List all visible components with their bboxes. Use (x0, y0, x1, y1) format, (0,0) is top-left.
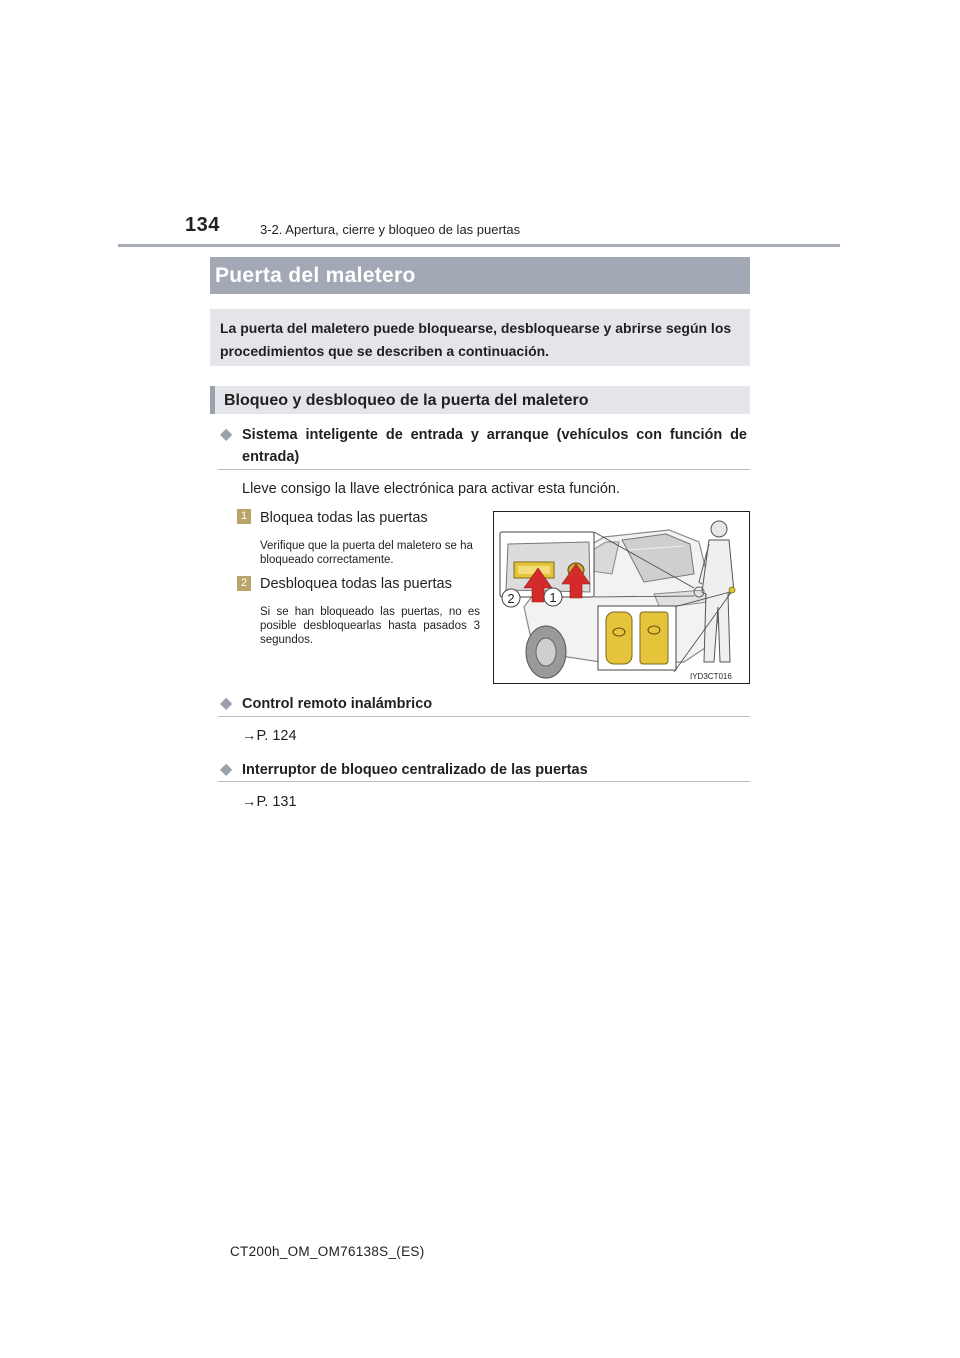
chapter-title: 3-2. Apertura, cierre y bloqueo de las puertas (260, 222, 521, 237)
footer-doc-id: CT200h_OM_OM76138S_(ES) (230, 1244, 425, 1259)
diamond-bullet-icon: ◆ (220, 695, 233, 712)
page-number: 134 (185, 214, 220, 236)
item-ref-remote: →P. 124 (242, 728, 297, 744)
step-badge-1: 1 (237, 509, 251, 524)
car-illustration (494, 512, 749, 683)
item-rule (218, 716, 750, 717)
step-title-2: Desbloquea todas las puertas (260, 576, 452, 592)
section-title: Puerta del maletero (210, 257, 750, 294)
subsection-title (210, 386, 750, 414)
item-rule (218, 781, 750, 782)
subsection-bar (210, 386, 215, 414)
item-heading-remote: Control remoto inalámbrico (242, 696, 433, 712)
diamond-bullet-icon: ◆ (220, 426, 233, 443)
item-heading-central-lock: Interruptor de bloqueo centralizado de las puertas (242, 762, 588, 778)
item-text-smart-entry: Lleve consigo la llave electrónica para activar esta función. (242, 481, 621, 497)
callout-1: 1 (549, 590, 557, 605)
step-badge-2: 2 (237, 576, 251, 591)
callout-2: 2 (507, 591, 515, 606)
item-rule (218, 469, 750, 470)
step-note-2: Si se han bloqueado las puertas, no es posible desbloquearlas hasta pasados 3 segundos. (260, 606, 480, 646)
figure-trunk-illustration (493, 511, 750, 684)
header-rule (118, 244, 840, 247)
figure-code: IYD3CT016 (690, 672, 732, 681)
step-title-1: Bloquea todas las puertas (260, 510, 428, 526)
step-note-1: Verifique que la puerta del maletero se ha bloqueado correctamente. (260, 540, 473, 566)
item-ref-central-lock: →P. 131 (242, 794, 297, 810)
section-intro: La puerta del maletero puede bloquearse, desbloquearse y abrirse según los procedimientos que se describen a continuación. (210, 309, 750, 366)
subsection-title-text: Bloqueo y desbloqueo de la puerta del maletero (224, 392, 589, 409)
item-heading-smart-entry: Sistema inteligente de entrada y arranque (vehículos con función de entrada) (242, 427, 747, 465)
diamond-bullet-icon: ◆ (220, 761, 233, 778)
